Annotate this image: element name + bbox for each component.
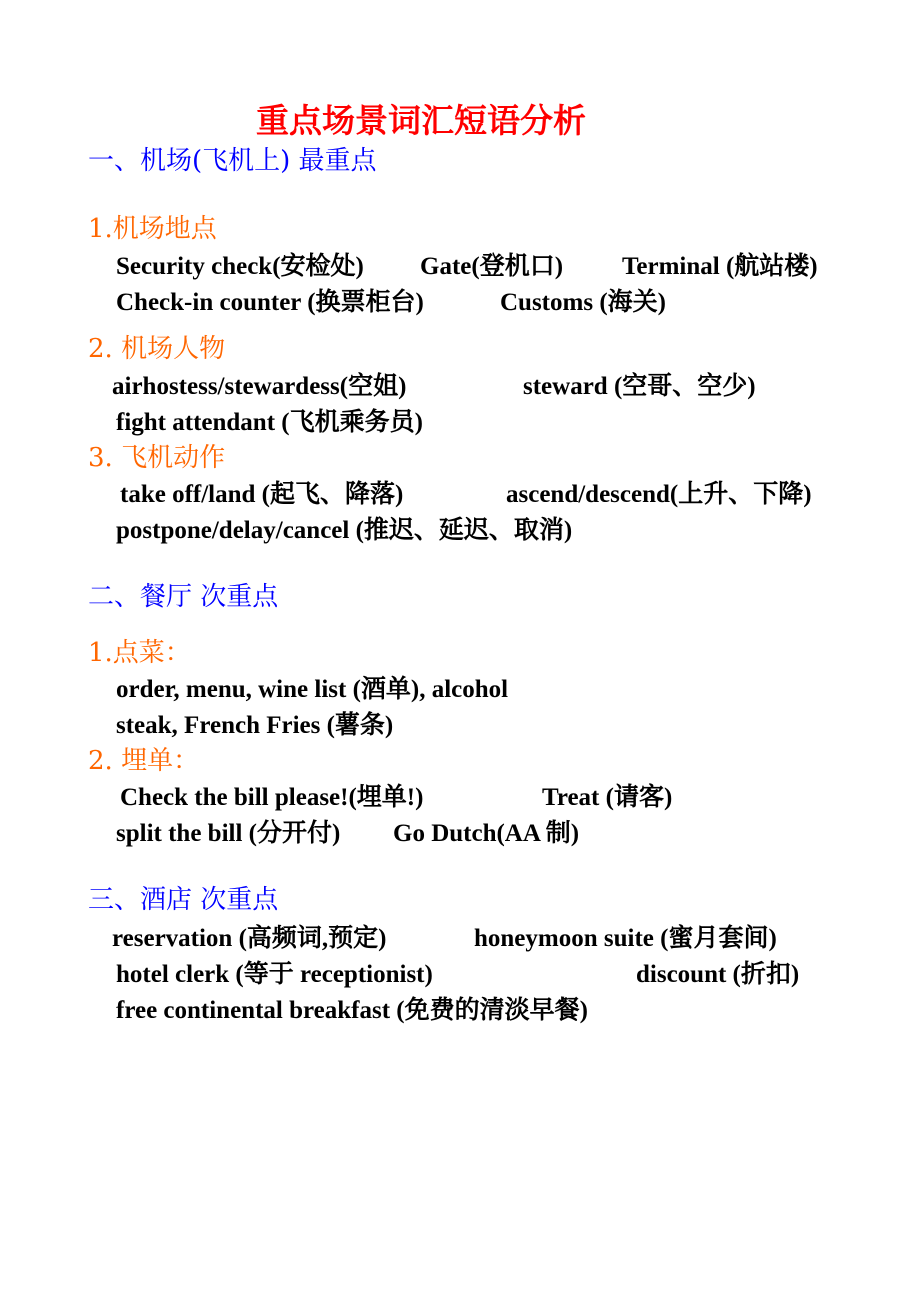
vocab-item: hotel clerk (等于 receptionist): [116, 961, 433, 988]
vocab-item: Check the bill please!(埋单!): [120, 784, 424, 811]
page-title: 重点场景词汇短语分析: [256, 101, 586, 140]
vocab-item: Go Dutch(AA 制): [393, 820, 580, 847]
section-heading-airport: 一、机场(飞机上) 最重点: [88, 146, 377, 176]
vocab-item: steak, French Fries (薯条): [116, 712, 394, 739]
vocab-item: reservation (高频词,预定): [112, 925, 387, 952]
section-heading-restaurant: 二、餐厅 次重点: [88, 582, 279, 612]
vocab-item: ascend/descend(上升、下降): [506, 481, 812, 508]
vocab-item: airhostess/stewardess(空姐): [112, 373, 407, 400]
vocab-item: Treat (请客): [542, 784, 673, 811]
vocab-item: Customs (海关): [500, 289, 666, 316]
vocab-item: Terminal (航站楼): [622, 253, 818, 280]
vocab-item: steward (空哥、空少): [523, 373, 756, 400]
subsection-heading-airport-people: 2. 机场人物: [88, 334, 226, 364]
vocab-item: fight attendant (飞机乘务员): [116, 409, 423, 436]
vocab-item: split the bill (分开付): [116, 820, 341, 847]
vocab-item: postpone/delay/cancel (推迟、延迟、取消): [116, 517, 573, 544]
vocab-item: free continental breakfast (免费的清淡早餐): [116, 997, 588, 1024]
subsection-heading-plane-actions: 3. 飞机动作: [88, 443, 226, 473]
vocab-item: take off/land (起飞、降落): [120, 481, 404, 508]
subsection-heading-paying: 2. 埋单：: [88, 746, 200, 776]
vocab-item: Gate(登机口): [420, 253, 564, 280]
vocab-item: discount (折扣): [636, 961, 800, 988]
vocab-item: order, menu, wine list (酒单), alcohol: [116, 676, 509, 703]
section-heading-hotel: 三、酒店 次重点: [88, 885, 279, 915]
vocab-item: Security check(安检处): [116, 253, 364, 280]
vocab-item: Check-in counter (换票柜台): [116, 289, 424, 316]
subsection-heading-airport-places: 1.机场地点: [88, 214, 217, 244]
vocab-item: honeymoon suite (蜜月套间): [474, 925, 777, 952]
subsection-heading-ordering: 1.点菜：: [88, 638, 191, 668]
